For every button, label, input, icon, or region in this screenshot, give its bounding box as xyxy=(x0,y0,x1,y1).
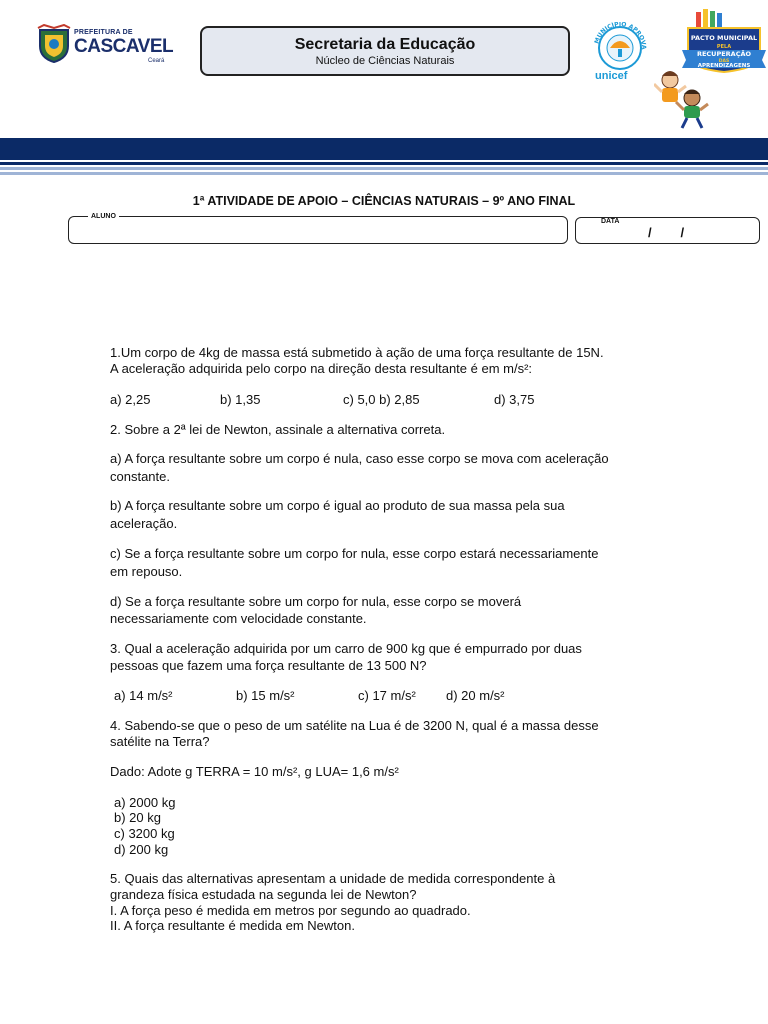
q4-line2: satélite na Terra? xyxy=(110,734,210,749)
header-subtitle: Núcleo de Ciências Naturais xyxy=(315,55,455,67)
q5-line4: II. A força resultante é medida em Newton. xyxy=(110,918,355,933)
q1-option-b: b) 1,35 xyxy=(220,392,261,407)
q4-option-a: a) 2000 kg xyxy=(114,795,176,810)
cascavel-logo xyxy=(36,24,174,68)
q4-line1: 4. Sabendo-se que o peso de um satélite na Lua é de 3200 N, qual é a massa desse xyxy=(110,718,599,733)
q3-line1: 3. Qual a aceleração adquirida por um carro de 900 kg que é empurrado por duas xyxy=(110,641,582,656)
pacto-line5: APRENDIZAGENS xyxy=(697,63,751,69)
q2-option-d-line1: d) Se a força resultante sobre um corpo for nula, esse corpo se moverá xyxy=(110,594,522,609)
q2-option-d-line2: necessariamente com velocidade constante. xyxy=(110,611,367,626)
q4-dado: Dado: Adote g TERRA = 10 m/s², g LUA= 1,6 m/s² xyxy=(110,764,399,779)
q4-option-b: b) 20 kg xyxy=(114,810,161,825)
pacto-municipal-logo xyxy=(654,6,766,130)
q4-option-d: d) 200 kg xyxy=(114,842,169,857)
student-name-field[interactable] xyxy=(68,216,568,244)
q2-option-b-line1: b) A força resultante sobre um corpo é igual ao produto de sua massa pela sua xyxy=(110,498,565,513)
q1-line2: A aceleração adquirida pelo corpo na direção desta resultante é em m/s²: xyxy=(110,361,533,376)
municipio-aprovado-seal-icon xyxy=(588,22,652,70)
q2-option-b-line2: aceleração. xyxy=(110,516,178,531)
q2-option-c-line2: em repouso. xyxy=(110,564,183,579)
logo-small-text: PREFEITURA DE xyxy=(74,29,133,36)
seal-ring-text: MUNICÍPIO APROVA xyxy=(593,22,648,50)
pacto-line4: DAS xyxy=(718,59,730,64)
q5-line3: I. A força peso é medida em metros por segundo ao quadrado. xyxy=(110,903,471,918)
q2-option-c-line1: c) Se a força resultante sobre um corpo for nula, esse corpo estará necessariamente xyxy=(110,546,599,561)
unicef-seal-logo xyxy=(588,22,652,88)
student-name-label: ALUNO xyxy=(88,213,119,220)
unicef-wordmark: unicef xyxy=(595,70,628,82)
q3-option-d: d) 20 m/s² xyxy=(446,688,505,703)
q3-option-c: c) 17 m/s² xyxy=(358,688,416,703)
q3-option-b: b) 15 m/s² xyxy=(236,688,295,703)
pacto-line1: PACTO MUNICIPAL xyxy=(690,34,758,42)
q1-option-c: c) 5,0 b) 2,85 xyxy=(343,392,420,407)
date-label: DATA xyxy=(598,218,622,225)
pacto-line3: RECUPERAÇÃO xyxy=(696,50,752,58)
header-title-box xyxy=(200,26,570,76)
date-separator: / / xyxy=(648,225,685,240)
q1-line1: 1.Um corpo de 4kg de massa está submetido à ação de uma força resultante de 15N. xyxy=(110,345,604,360)
q5-line2: grandeza física estudada na segunda lei de Newton? xyxy=(110,887,417,902)
q2-stem: 2. Sobre a 2ª lei de Newton, assinale a alternativa correta. xyxy=(110,422,446,437)
q4-option-c: c) 3200 kg xyxy=(114,826,175,841)
q2-option-a-line2: constante. xyxy=(110,469,170,484)
activity-title: 1ª ATIVIDADE DE APOIO – CIÊNCIAS NATURAIS – 9º ANO FINAL xyxy=(192,194,576,208)
q5-line1: 5. Quais das alternativas apresentam a unidade de medida correspondente à xyxy=(110,871,556,886)
q2-option-a-line1: a) A força resultante sobre um corpo é nula, caso esse corpo se mova com aceleração xyxy=(110,451,609,466)
q1-option-d: d) 3,75 xyxy=(494,392,535,407)
pacto-kids-illustration-icon xyxy=(654,6,766,130)
q3-line2: pessoas que fazem uma força resultante de 13 500 N? xyxy=(110,658,427,673)
q3-option-a: a) 14 m/s² xyxy=(114,688,173,703)
cascavel-coat-of-arms-icon xyxy=(36,24,72,64)
pacto-line2: PELA xyxy=(716,44,732,50)
header-title: Secretaria da Educação xyxy=(294,36,476,53)
header-stripe-band xyxy=(0,138,768,176)
logo-state-text: Ceará xyxy=(148,58,165,64)
logo-city-name: CASCAVEL xyxy=(74,36,174,57)
q1-option-a: a) 2,25 xyxy=(110,392,151,407)
